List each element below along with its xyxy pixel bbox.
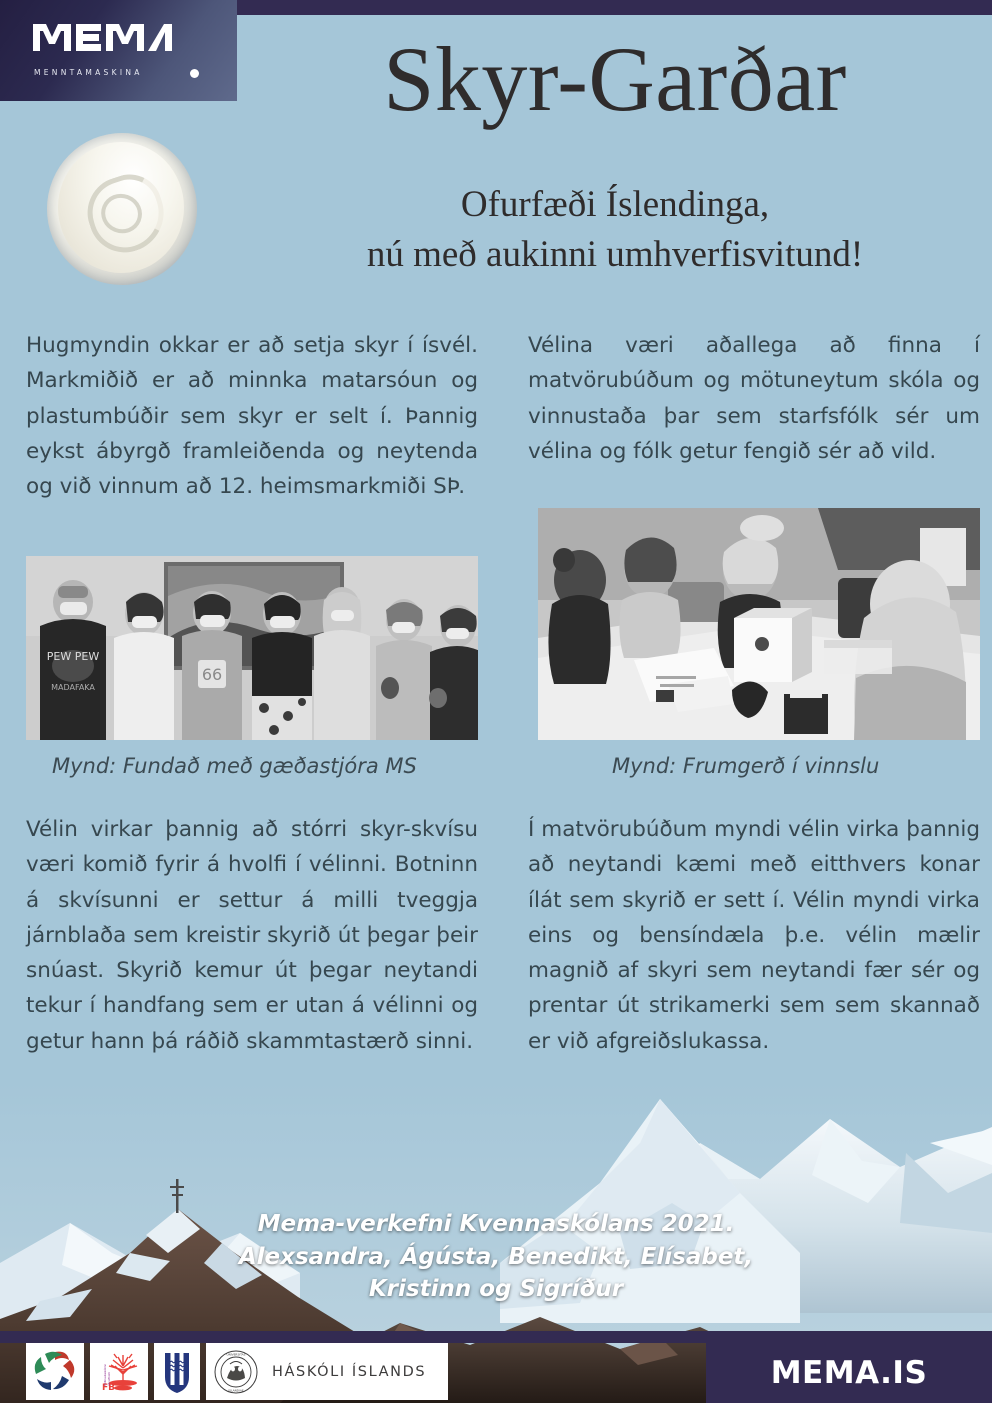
credits-line-3: Kristinn og Sigríður [368,1276,624,1303]
page-subtitle-line2: nú með aukinni umhverfisvitund! [366,233,864,275]
svg-text:FB: FB [102,1383,116,1393]
svg-text:í Breiðholti: í Breiðholti [108,1372,111,1386]
paragraph-right-top: Vélina væri aðallega að finna í matvörubúðum og mötuneytum skóla og vinnustaða þar sem starfsfólk sér um vélina og fólk getur fengið sér að vild. [528,333,980,464]
paragraph-right-bottom: Í matvörubúðum myndi vélin virka þannig að neytandi kæmi með eitthvers konar ílát sem skyrið er sett í. Vélin myndi virka eins og bensíndæla þ.e. vélin mælir magnið af skyri sem neytandi fær sér og prentar út strikamerki sem sem skannað er við afgreiðslukassa. [528,817,980,1054]
svg-text:Fjölbrautaskólinn: Fjölbrautaskólinn [104,1363,107,1386]
people-circle-icon [29,1346,81,1397]
partner-logo-fb[interactable] [90,1343,148,1400]
paragraph-left-bottom: Vélin virkar þannig að stórri skyr-skvísu væri komið fyrir á hvolfi í vélinni. Botninn á skvísunni er settur á milli tveggja járnblaða sem kreistir skyrið út þegar þeir snúast. Skyrið kemur út þegar neytandi tekur í handfang sem er utan á vélinni og getur hann þá ráðið skammtastærð sinni. [26,817,478,1054]
logo-dot-icon [190,69,199,78]
caption-left-photo: Mynd: Fundað með gæðastjóra MS [52,754,417,778]
credits-line-2: Alexsandra, Ágústa, Benedikt, Elísabet, [238,1243,754,1270]
photo-prototype-workshop [538,508,980,740]
credits-line-1: Mema-verkefni Kvennaskólans 2021. [257,1211,735,1237]
fb-tree-icon [93,1346,145,1397]
mema-logo-block [0,0,237,101]
page-subtitle [250,180,980,279]
partner-logo-people[interactable] [26,1343,84,1400]
paragraph-left-top: Hugmyndin okkar er að setja skyr í ísvél. Markmiðið er að minnka matarsóun og plastumbúðir sem skyr er selt í. Þannig eykst ábyrgð framleiðenda og neytenda og við vinnum að 12. heimsmarkmiði SÞ. [26,333,478,499]
svg-text:ISLANDIAE: ISLANDIAE [228,1388,244,1392]
partner-logo-haskoli-islands[interactable] [206,1343,448,1400]
caption-right-photo: Mynd: Frumgerð í vinnslu [612,754,880,778]
svg-text:MADAFAKA: MADAFAKA [51,683,95,692]
page-title: Skyr-Garðar [383,28,847,130]
skyr-bowl-contents [58,142,184,273]
mema-website-label: MEMA.IS [770,1355,928,1391]
svg-text:PEW PEW: PEW PEW [46,650,100,663]
partner-logo-shield[interactable] [154,1343,200,1400]
footer-accent-strip [0,1331,992,1343]
haskoli-islands-label: HÁSKÓLI ÍSLANDS [272,1363,427,1380]
mema-logo-subtitle: MENNTAMASKINA [34,68,143,77]
shield-crest-icon [157,1346,197,1397]
partner-logo-strip [26,1343,448,1400]
mema-website-block[interactable] [706,1343,992,1403]
project-credits [0,1208,992,1306]
skyr-bowl-image [47,133,197,285]
mema-wordmark-icon [33,24,203,58]
page-subtitle-line1: Ofurfæði Íslendinga, [460,184,770,225]
photo-group-meeting [26,556,478,740]
university-seal-icon [214,1350,258,1394]
svg-text:UNIVERSITAS: UNIVERSITAS [226,1352,246,1356]
svg-text:66: 66 [201,665,223,684]
